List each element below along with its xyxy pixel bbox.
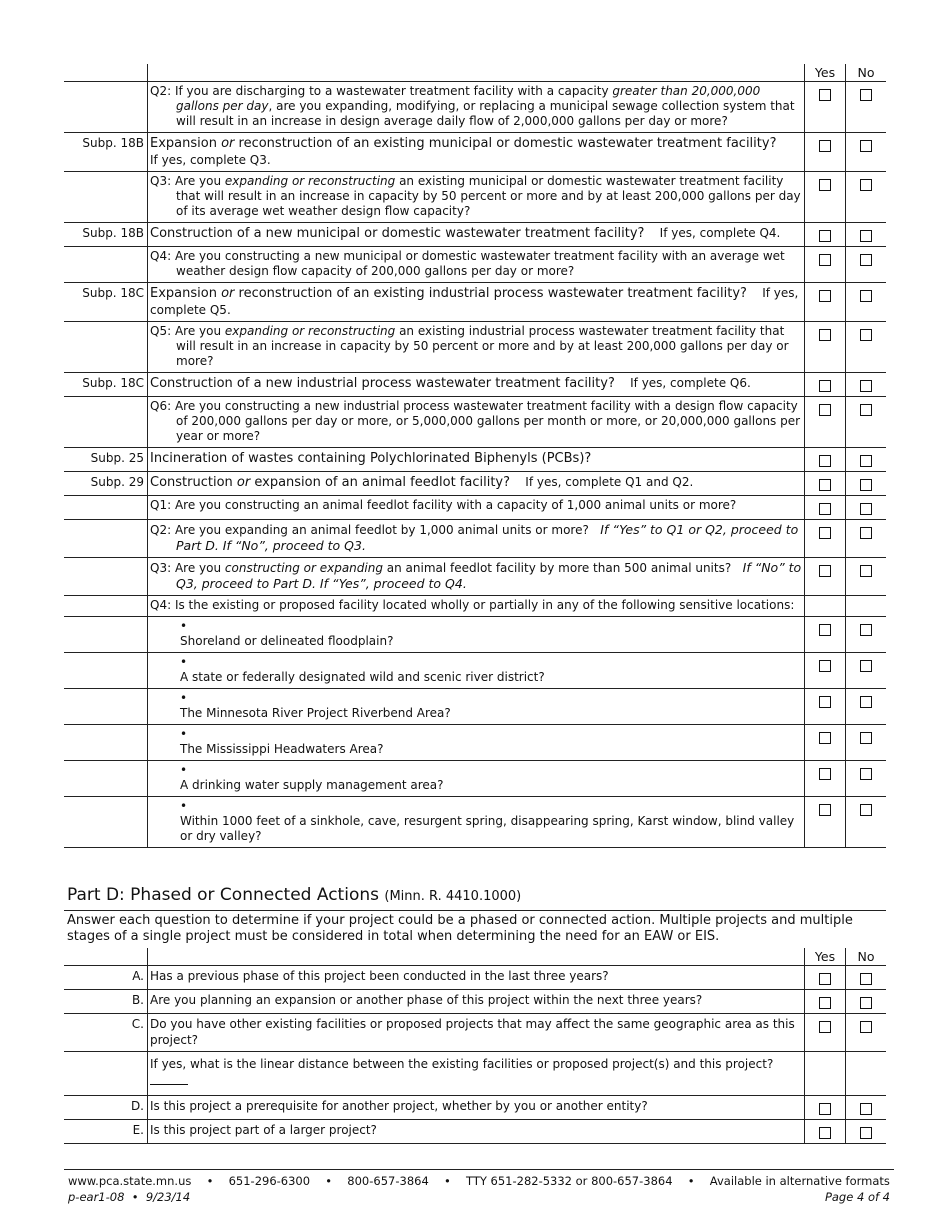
no-checkbox[interactable]	[860, 254, 872, 266]
question-row	[64, 1096, 886, 1120]
header-row	[64, 64, 886, 82]
no-checkbox[interactable]	[860, 768, 872, 780]
no-checkbox[interactable]	[860, 1127, 872, 1139]
no-checkbox[interactable]	[860, 1103, 872, 1115]
no-checkbox[interactable]	[860, 527, 872, 539]
yes-checkbox[interactable]	[819, 732, 831, 744]
location-text: A state or federally designated wild and scenic river district?	[180, 670, 545, 684]
yes-column-header: Yes	[805, 948, 846, 966]
yes-checkbox[interactable]	[819, 140, 831, 152]
question-text: Is this project part of a larger project?	[148, 1120, 805, 1144]
page-number: Page 4 of 4	[824, 1190, 890, 1204]
question-text: Q3: Are you constructing or expanding an animal feedlot facility by more than 500 animal units? If “No” to Q3, proceed to Part D. If “Yes”, proceed to Q4.	[150, 560, 802, 591]
no-checkbox[interactable]	[860, 997, 872, 1009]
yes-checkbox[interactable]	[819, 527, 831, 539]
no-column-header: No	[857, 949, 875, 964]
no-checkbox[interactable]	[860, 290, 872, 302]
subpart-row: Subp. 29 Construction or expansion of an animal feedlot facility? If yes, complete Q1 and Q2.	[64, 472, 886, 496]
subpart-row: Subp. 18B Expansion or reconstruction of an existing municipal or domestic wastewater treatment facility? If yes, complete Q3.	[64, 133, 886, 172]
subpart-ref: Subp. 18C	[82, 286, 144, 300]
location-text: Shoreland or delineated floodplain?	[180, 634, 394, 648]
question-label: E.	[132, 1123, 144, 1137]
question-row	[64, 397, 886, 448]
question-label: C.	[131, 1017, 144, 1031]
question-row	[64, 558, 886, 596]
question-row	[64, 322, 886, 373]
yes-checkbox[interactable]	[819, 404, 831, 416]
question-row	[64, 1014, 886, 1052]
footer-tty: TTY 651-282-5332 or 800-657-3864	[466, 1174, 673, 1188]
subpart-ref: Subp. 18C	[82, 376, 144, 390]
question-text: Q1: Are you constructing an animal feedlot facility with a capacity of 1,000 animal units or more?	[150, 498, 737, 512]
location-text: A drinking water supply management area?	[180, 778, 444, 792]
location-text: The Mississippi Headwaters Area?	[180, 742, 384, 756]
no-checkbox[interactable]	[860, 140, 872, 152]
no-checkbox[interactable]	[860, 329, 872, 341]
no-checkbox[interactable]	[860, 479, 872, 491]
no-checkbox[interactable]	[860, 404, 872, 416]
question-row	[64, 1052, 886, 1096]
bullet-icon: •	[180, 655, 188, 669]
yes-checkbox[interactable]	[819, 660, 831, 672]
form-id: p-ear1-08 • 9/23/14	[68, 1190, 191, 1204]
subpart-ref: Subp. 18B	[82, 136, 144, 150]
subpart-ref: Subp. 29	[90, 475, 144, 489]
location-row	[64, 653, 886, 689]
yes-checkbox[interactable]	[819, 565, 831, 577]
footer-phone: 651-296-6300	[228, 1174, 311, 1188]
no-checkbox[interactable]	[860, 455, 872, 467]
location-row	[64, 725, 886, 761]
question-label: B.	[131, 993, 144, 1007]
question-text: Q2: If you are discharging to a wastewater treatment facility with a capacity greater than 20,000,000 gallons per day, are you expanding, modifying, or replacing a municipal sewage collection system that will result in an increase in design average daily flow of 2,000,000 gallons per day or more?	[150, 84, 795, 128]
question-label: A.	[132, 969, 144, 983]
question-label	[64, 1052, 148, 1096]
question-text: Q3: Are you expanding or reconstructing an existing municipal or domestic wastewater treatment facility that will result in an increase in capacity by 50 percent or more and by at least 200,000 gallons per day of its average wet weather design flow capacity?	[150, 174, 801, 218]
yes-checkbox[interactable]	[819, 179, 831, 191]
yes-checkbox[interactable]	[819, 768, 831, 780]
no-column-header: No	[857, 65, 875, 80]
yes-checkbox[interactable]	[819, 380, 831, 392]
yes-checkbox[interactable]	[819, 1127, 831, 1139]
yes-checkbox[interactable]	[819, 503, 831, 515]
header-row	[64, 948, 886, 966]
no-checkbox[interactable]	[860, 696, 872, 708]
subpart-row: Subp. 25 Incineration of wastes containing Polychlorinated Biphenyls (PCBs)?	[64, 448, 886, 472]
question-row	[64, 172, 886, 223]
location-row	[64, 761, 886, 797]
no-checkbox[interactable]	[860, 660, 872, 672]
yes-checkbox[interactable]	[819, 329, 831, 341]
form-page	[64, 64, 886, 1144]
yes-checkbox[interactable]	[819, 973, 831, 985]
question-text: Q4: Are you constructing a new municipal or domestic wastewater treatment facility with an average wet weather design flow capacity of 200,000 gallons per day or more?	[150, 249, 785, 278]
question-text: Are you planning an expansion or another phase of this project within the next three years?	[148, 990, 805, 1014]
question-row	[64, 496, 886, 520]
question-text: Do you have other existing facilities or proposed projects that may affect the same geographic area as this project?	[148, 1014, 805, 1052]
part-d-intro: Answer each question to determine if your project could be a phased or connected action. Multiple projects and multiple stages of a single project must be considered in total when determining the need for an EAW or EIS.	[67, 913, 853, 944]
location-text: The Minnesota River Project Riverbend Area?	[180, 706, 451, 720]
location-row	[64, 797, 886, 848]
question-text: Q6: Are you constructing a new industrial process wastewater treatment facility with a design flow capacity of 200,000 gallons per day or more, or 5,000,000 gallons per month or more, or 20,000,000 gallons per year or more?	[150, 399, 801, 443]
question-row	[64, 247, 886, 283]
question-text: If yes, what is the linear distance between the existing facilities or proposed project(s) and this project?	[150, 1057, 774, 1071]
no-checkbox[interactable]	[860, 973, 872, 985]
no-checkbox[interactable]	[860, 380, 872, 392]
distance-field[interactable]	[150, 1072, 188, 1085]
subpart-row: Subp. 18C Expansion or reconstruction of an existing industrial process wastewater treatment facility? If yes, complete Q5.	[64, 283, 886, 322]
yes-checkbox[interactable]	[819, 479, 831, 491]
yes-checkbox[interactable]	[819, 290, 831, 302]
yes-checkbox[interactable]	[819, 254, 831, 266]
no-checkbox[interactable]	[860, 624, 872, 636]
question-text: Is this project a prerequisite for another project, whether by you or another entity?	[148, 1096, 805, 1120]
question-label: D.	[130, 1099, 144, 1113]
part-d-table	[64, 948, 886, 1144]
question-row	[64, 1120, 886, 1144]
no-checkbox[interactable]	[860, 230, 872, 242]
question-row	[64, 82, 886, 133]
location-text: Within 1000 feet of a sinkhole, cave, resurgent spring, disappearing spring, Karst window, blind valley or dry valley?	[180, 814, 795, 843]
question-row	[64, 990, 886, 1014]
subpart-row: Subp. 18B Construction of a new municipal or domestic wastewater treatment facility? If yes, complete Q4.	[64, 223, 886, 247]
question-text: Q4: Is the existing or proposed facility located wholly or partially in any of the following sensitive locations:	[150, 598, 795, 612]
location-row	[64, 617, 886, 653]
question-text: Q5: Are you expanding or reconstructing an existing industrial process wastewater treatment facility that will result in an increase in capacity by 50 percent or more and by at least 200,000 gallons per day or more?	[150, 324, 789, 368]
bullet-icon: •	[180, 763, 188, 777]
no-checkbox[interactable]	[860, 732, 872, 744]
yes-checkbox[interactable]	[819, 624, 831, 636]
question-row	[64, 520, 886, 558]
subpart-row: Subp. 18C Construction of a new industrial process wastewater treatment facility? If yes, complete Q6.	[64, 373, 886, 397]
footer-alt-formats: Available in alternative formats	[709, 1174, 890, 1188]
no-checkbox[interactable]	[860, 565, 872, 577]
yes-column-header: Yes	[805, 64, 846, 82]
subpart-ref: Subp. 18B	[82, 226, 144, 240]
yes-checkbox[interactable]	[819, 997, 831, 1009]
yes-checkbox[interactable]	[819, 696, 831, 708]
question-row	[64, 966, 886, 990]
part-c-table	[64, 64, 886, 848]
question-text: Q2: Are you expanding an animal feedlot by 1,000 animal units or more? If “Yes” to Q1 or Q2, proceed to Part D. If “No”, proceed to Q3.	[150, 522, 799, 553]
subpart-ref: Subp. 25	[90, 451, 144, 465]
no-checkbox[interactable]	[860, 503, 872, 515]
yes-checkbox[interactable]	[819, 455, 831, 467]
question-text: Has a previous phase of this project been conducted in the last three years?	[148, 966, 805, 990]
yes-checkbox[interactable]	[819, 804, 831, 816]
yes-checkbox[interactable]	[819, 230, 831, 242]
yes-checkbox[interactable]	[819, 1103, 831, 1115]
bullet-icon: •	[180, 727, 188, 741]
yes-checkbox[interactable]	[819, 1021, 831, 1033]
location-row	[64, 689, 886, 725]
footer-phone: 800-657-3864	[347, 1174, 429, 1188]
bullet-icon: •	[180, 691, 188, 705]
footer: www.pca.state.mn.us • 651-296-6300 • 800-657-3864 • TTY 651-282-5332 or 800-657-3864 • Available in alternative formats p-ear1-08 • 9/23/14 Page 4 of 4	[64, 1169, 894, 1204]
no-checkbox[interactable]	[860, 1021, 872, 1033]
question-row	[64, 596, 886, 617]
yes-checkbox[interactable]	[819, 89, 831, 101]
bullet-icon: •	[180, 619, 188, 633]
footer-website: www.pca.state.mn.us	[68, 1174, 192, 1188]
no-checkbox[interactable]	[860, 804, 872, 816]
bullet-icon: •	[180, 799, 188, 813]
part-d-title: Part D: Phased or Connected Actions (Minn. R. 4410.1000)	[64, 884, 886, 911]
no-checkbox[interactable]	[860, 89, 872, 101]
no-checkbox[interactable]	[860, 179, 872, 191]
